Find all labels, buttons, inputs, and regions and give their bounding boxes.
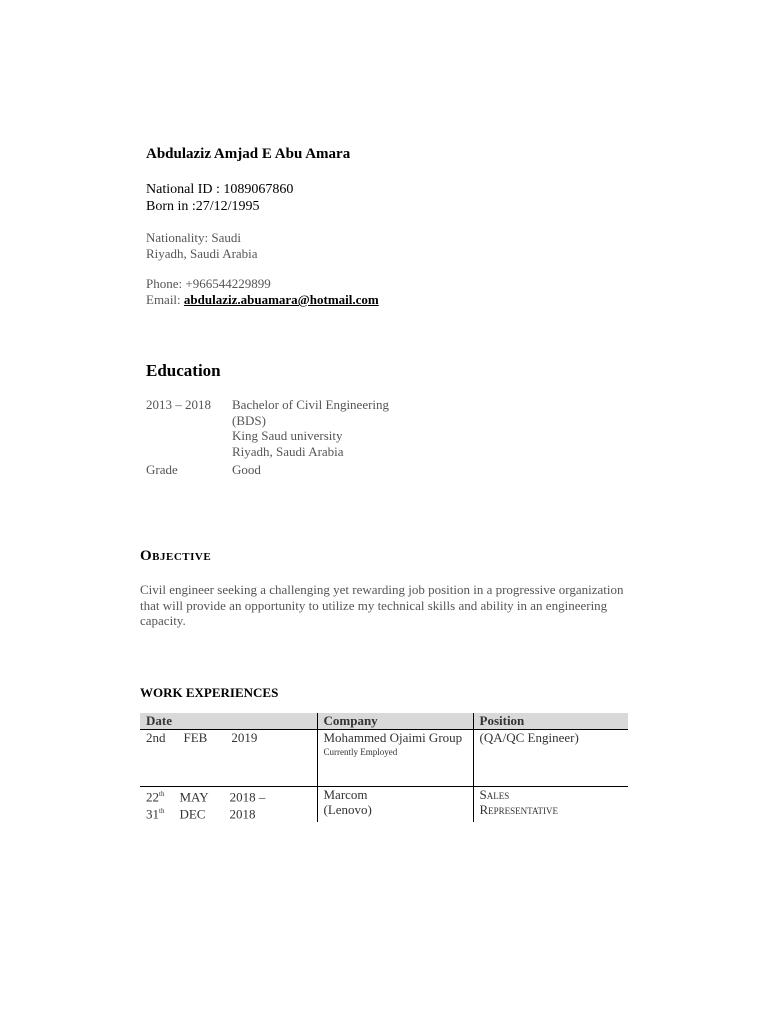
education-heading: Education xyxy=(146,361,221,380)
email-link[interactable]: abdulaziz.abuamara@hotmail.com xyxy=(183,292,379,307)
position-line: Representative xyxy=(479,802,558,817)
company-name: Marcom xyxy=(323,787,368,802)
date-suffix: th xyxy=(159,790,165,798)
date-year: 2018 – xyxy=(229,789,266,805)
company-sub: (Lenovo) xyxy=(323,802,372,817)
date-year: 2019 xyxy=(231,730,258,745)
objective-heading: Objective xyxy=(140,548,212,564)
table-header-row xyxy=(140,713,628,730)
university: King Saud university xyxy=(232,428,343,443)
date-month: FEB xyxy=(183,730,208,745)
nationality: Nationality: Saudi xyxy=(146,230,241,245)
company-name: Mohammed Ojaimi Group xyxy=(323,730,463,745)
applicant-name: Abdulaziz Amjad E Abu Amara xyxy=(146,146,351,162)
date-cell xyxy=(140,787,317,822)
email-line xyxy=(146,292,379,308)
table-row xyxy=(140,730,628,787)
position-cell xyxy=(473,787,628,822)
degree-abbrev: (BDS) xyxy=(232,412,266,428)
birth-date: Born in :27/12/1995 xyxy=(146,199,260,214)
grade-value: Good xyxy=(232,462,261,477)
position-cell: (QA/QC Engineer) xyxy=(473,730,628,787)
work-table xyxy=(140,713,628,822)
address-block xyxy=(146,230,258,262)
company-cell xyxy=(317,787,473,822)
degree: Bachelor of Civil Engineering xyxy=(232,397,390,412)
phone: Phone: +966544229899 xyxy=(146,276,271,291)
work-heading: WORK EXPERIENCES xyxy=(140,685,279,700)
personal-info xyxy=(146,181,293,215)
grade-label: Grade xyxy=(146,462,178,477)
university-location: Riyadh, Saudi Arabia xyxy=(232,443,344,459)
column-header-date: Date xyxy=(140,713,317,730)
location: Riyadh, Saudi Arabia xyxy=(146,246,258,261)
date-month: MAY xyxy=(179,789,209,805)
company-note: Currently Employed xyxy=(323,747,398,757)
education-years: 2013 – 2018 xyxy=(146,397,211,412)
column-header-position: Position xyxy=(473,713,628,730)
company-cell xyxy=(317,730,473,787)
national-id: National ID : 1089067860 xyxy=(146,182,294,197)
date-month: DEC xyxy=(179,806,206,822)
table-row xyxy=(140,787,628,822)
position-line: Sales xyxy=(479,787,510,802)
education-details xyxy=(232,397,389,459)
date-day: 2nd xyxy=(146,730,166,745)
date-suffix: th xyxy=(159,807,165,816)
column-header-company: Company xyxy=(317,713,473,730)
date-year: 2018 xyxy=(229,806,256,822)
date-cell xyxy=(140,730,317,787)
date-day: 31 xyxy=(146,806,159,822)
contact-block xyxy=(146,276,379,308)
date-day: 22 xyxy=(146,789,159,805)
objective-text: Civil engineer seeking a challenging yet rewarding job position in a progressive organization that will provide an opportunity to utilize my technical skills and ability in an engineering capacity. xyxy=(140,582,624,628)
email-label: Email: xyxy=(146,292,184,307)
